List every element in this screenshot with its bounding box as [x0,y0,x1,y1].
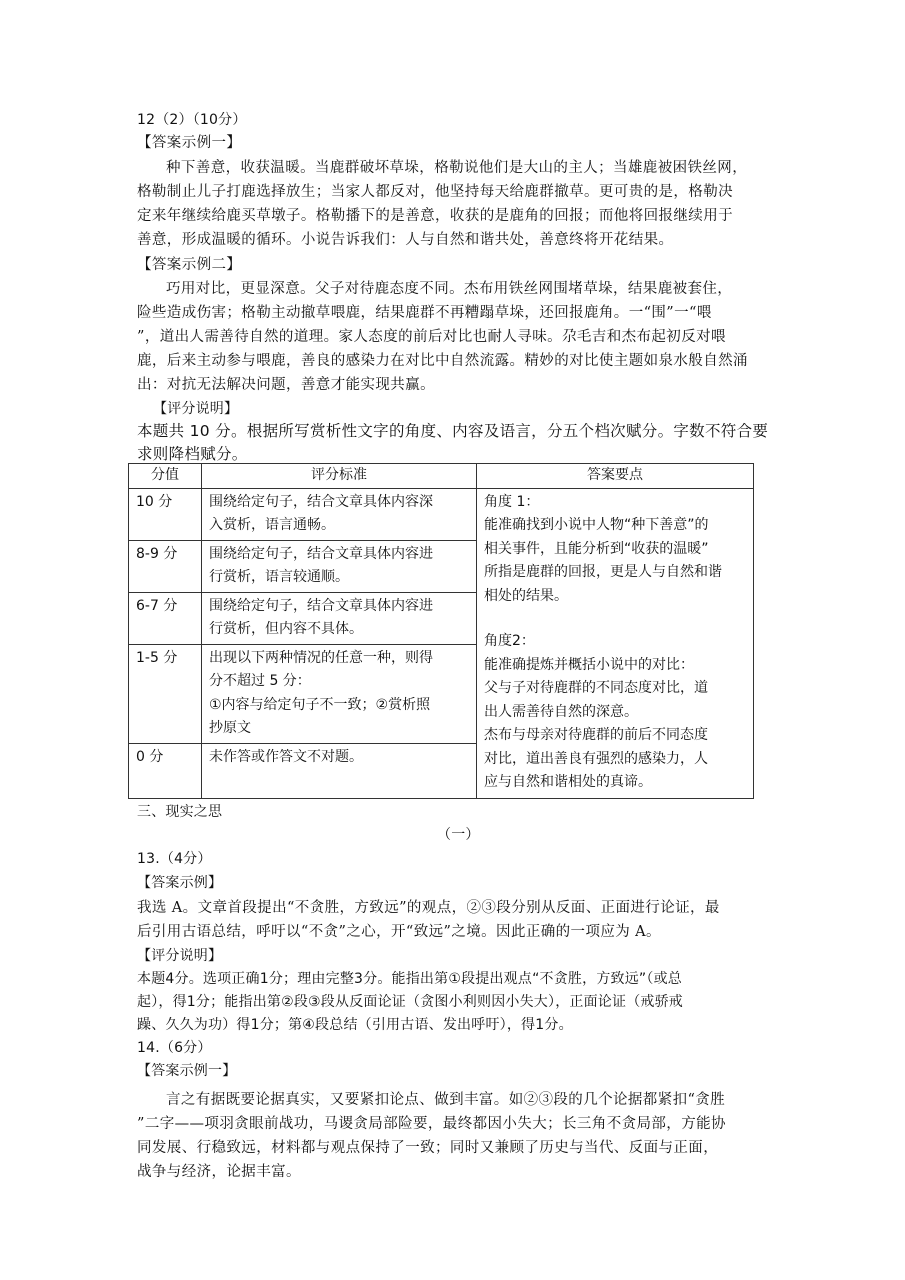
q12-example1-line: 善意，形成温暖的循环。小说告诉我们：人与自然和谐共处，善意终将开花结果。 [137,232,674,248]
points-line: 相关事件，且能分析到“收获的温暖” [484,540,709,557]
q12-example2-title: 【答案示例二】 [137,257,242,273]
points-line: 角度 1： [484,493,540,510]
q13-scoring-line: 起），得1分；能指出第②段③段从反面论证（贪图小利则因小失大），正面论证（戒骄戒 [137,994,684,1010]
score-cell: 0 分 [129,743,202,799]
points-line: 能准确提炼并概括小说中的对比： [484,656,694,673]
score-cell: 10 分 [129,488,202,540]
q12-example1-line: 格勒制止儿子打鹿选择放生；当家人都反对，他坚持每天给鹿群撤草。更可贵的是，格勒决 [137,184,733,200]
q13-example-title: 【答案示例】 [137,875,223,891]
q13-example-line: 我选 A。文章首段提出“不贪胜，方致远”的观点，②③段分别从反面、正面进行论证，最 [137,900,720,916]
section-title: 三、现实之思 [137,804,223,820]
q12-scoring-title: 【评分说明】 [153,401,239,417]
criteria-line: 出现以下两种情况的任意一种，则得 [209,649,433,666]
table-row [129,488,754,540]
score-cell: 8-9 分 [129,540,202,592]
criteria-cell [202,488,477,540]
points-line: 所指是鹿群的回报，更是人与自然和谐 [484,564,722,580]
q12-header: 12（2）（10分） [137,112,247,128]
header-points: 答案要点 [477,464,754,489]
q12-example2-line: 险些造成伤害；格勒主动撤草喂鹿，结果鹿群不再糟蹋草垛，还回报鹿角。一“围”一“喂 [137,305,712,321]
points-line: 能准确找到小说中人物“种下善意”的 [484,517,709,533]
points-line: 角度2： [484,633,535,649]
criteria-line: 围绕给定句子，结合文章具体内容深 [209,493,433,510]
scoring-table [128,463,754,799]
criteria-line: 抄原文 [209,720,251,736]
criteria-line: 入赏析，语言通畅。 [209,517,335,533]
header-criteria: 评分标准 [202,464,477,489]
q13-header: 13.（4分） [137,851,212,867]
points-line: 应与自然和谐相处的真谛。 [484,774,652,790]
criteria-cell [202,644,477,743]
q12-example2-line: 鹿，后来主动参与喂鹿，善良的感染力在对比中自然流露。精妙的对比使主题如泉水般自然涌 [137,353,748,369]
q12-scoring-line: 求则降档赋分。 [137,445,248,463]
q13-scoring-title: 【评分说明】 [137,948,223,964]
criteria-line: 围绕给定句子，结合文章具体内容进 [209,545,433,562]
q14-example1-line: ”二字——项羽贪眼前战功，马谡贪局部险要，最终都因小失大；长三角不贪局部，方能协 [137,1116,726,1132]
score-cell: 6-7 分 [129,592,202,644]
points-line: 杰布与母亲对待鹿群的前后不同态度 [484,727,708,743]
points-line: 相处的结果。 [484,587,568,604]
q12-example2-line: 巧用对比，更显深意。父子对待鹿态度不同。杰布用铁丝网围堵草垛，结果鹿被套住， [166,281,733,297]
criteria-cell [202,540,477,592]
points-line: 父与子对待鹿群的不同态度对比，道 [484,680,708,696]
criteria-line: 分不超过 5 分： [209,673,311,689]
q12-example1-line: 种下善意，收获温暖。当鹿群破坏草垛，格勒说他们是大山的主人；当雄鹿被困铁丝网， [166,160,748,176]
criteria-cell [202,743,477,799]
q14-example1-line: 战争与经济，论据丰富。 [137,1164,301,1180]
criteria-line: 未作答或作答文不对题。 [209,748,363,765]
score-cell: 1-5 分 [129,644,202,743]
table-header-row [129,464,754,489]
q12-example1-title: 【答案示例一】 [137,135,242,151]
criteria-line: 行赏析，但内容不具体。 [209,621,363,637]
criteria-cell [202,592,477,644]
q14-example1-line: 言之有据既要论据真实，又要紧扣论点、做到丰富。如②③段的几个论据都紧扣“贪胜 [166,1092,726,1108]
criteria-line: 围绕给定句子，结合文章具体内容进 [209,597,433,614]
points-line: 出人需善待自然的深意。 [484,703,638,720]
criteria-line: 行赏析，语言较通顺。 [209,569,349,585]
q13-scoring-line: 本题4分。选项正确1分；理由完整3分。能指出第①段提出观点“不贪胜，方致远”（或总 [137,971,682,987]
q12-example2-line: 出：对抗无法解决问题，善意才能实现共赢。 [137,377,435,393]
points-line: 对比，道出善良有强烈的感染力，人 [484,750,708,767]
q14-example1-title: 【答案示例一】 [137,1063,237,1079]
q14-example1-line: 同发展、行稳致远，材料都与观点保持了一致；同时又兼顾了历史与当代、反面与正面， [137,1140,719,1156]
q12-scoring-line: 本题共 10 分。根据所写赏析性文字的角度、内容及语言，分五个档次赋分。字数不符合要 [137,422,769,440]
q12-example2-line: ”，道出人需善待自然的道理。家人态度的前后对比也耐人寻味。尕毛吉和杰布起初反对喂 [137,329,726,345]
points-cell [477,488,754,799]
section-subtitle: （一） [437,827,480,843]
q14-header: 14.（6分） [137,1040,212,1056]
q13-scoring-line: 躁、久久为功）得1分；第④段总结（引用古语、发出呼吁），得1分。 [137,1017,573,1033]
q13-example-line: 后引用古语总结，呼吁以“不贪”之心，开“致远”之境。因此正确的一项应为 A。 [137,924,661,940]
q12-example1-line: 定来年继续给鹿买草墩子。格勒播下的是善意，收获的是鹿角的回报；而他将回报继续用于 [137,208,733,224]
criteria-line: ①内容与给定句子不一致；②赏析照 [209,696,431,713]
header-score: 分值 [129,464,202,489]
